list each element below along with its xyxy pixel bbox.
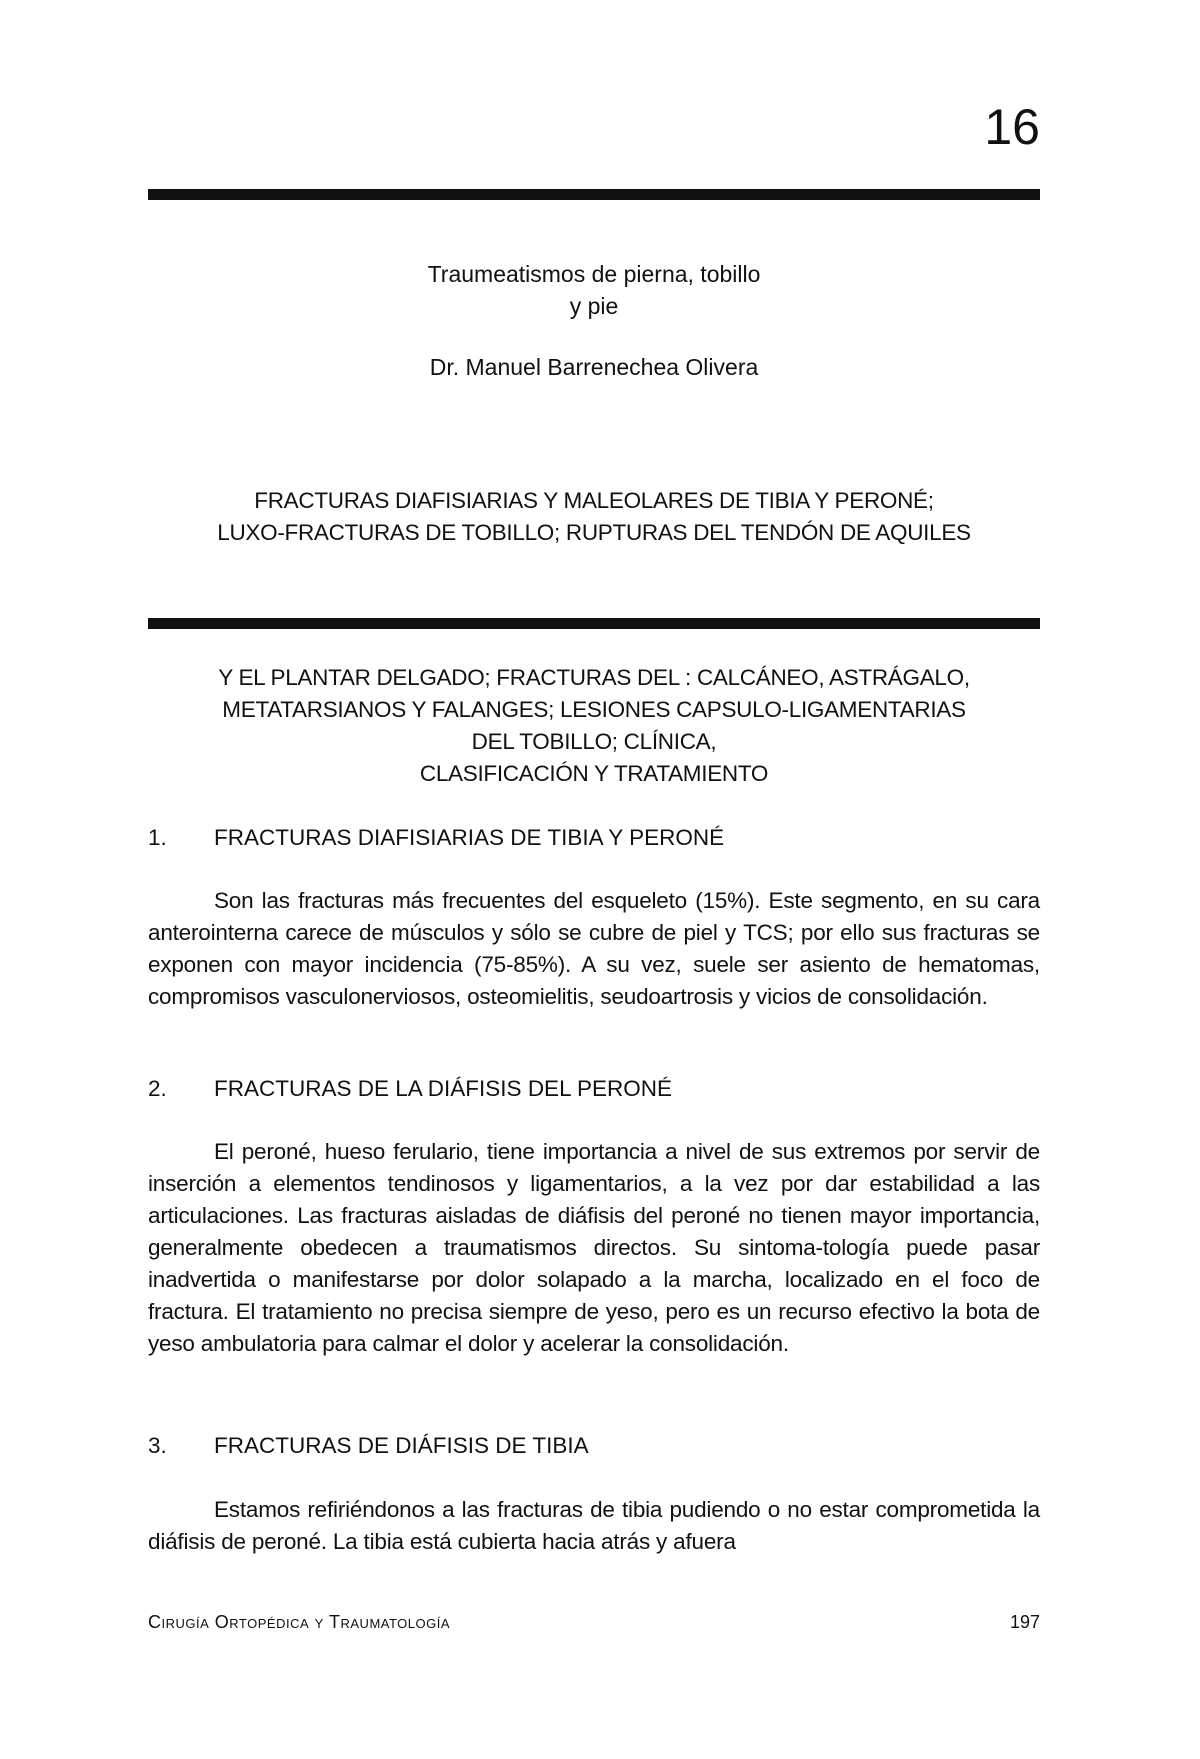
section-heading-3 [148, 1430, 1040, 1462]
subject-line: METATARSIANOS Y FALANGES; LESIONES CAPSULO-LIGAMENTARIAS [222, 697, 966, 722]
section-title: FRACTURAS DIAFISIARIAS DE TIBIA Y PERONÉ [214, 825, 725, 850]
chapter-title-line2: y pie [569, 293, 619, 319]
top-rule [148, 189, 1040, 200]
chapter-title [148, 258, 1040, 322]
section-paragraph-3: Estamos refiriéndonos a las fracturas de tibia pudiendo o no estar comprometida la diáfisis de peroné. La tibia está cubierta hacia atrás y afuera [148, 1497, 1040, 1554]
chapter-number: 16 [984, 99, 1040, 155]
middle-rule [148, 618, 1040, 629]
subject-line: Y EL PLANTAR DELGADO; FRACTURAS DEL : CALCÁNEO, ASTRÁGALO, [218, 665, 970, 690]
section-heading-2 [148, 1073, 1040, 1105]
section-heading-1 [148, 822, 1040, 854]
subject-line: CLASIFICACIÓN Y TRATAMIENTO [419, 761, 769, 786]
subject-block-1 [148, 485, 1040, 549]
section-title: FRACTURAS DE DIÁFISIS DE TIBIA [214, 1433, 589, 1458]
section-paragraph-2: El peroné, hueso ferulario, tiene importancia a nivel de sus extremos por servir de inserción a elementos tendinosos y ligamentarios, a la vez por dar estabilidad a las articulaciones. Las fracturas aisladas de diáfisis del peroné no tienen mayor importancia, generalmente obedecen a traumatismos directos. Su sintoma-tología puede pasar inadvertida o manifestarse por dolor solapado a la marcha, localizado en el foco de fractura. El tratamiento no precisa siempre de yeso, pero es un recurso efectivo la bota de yeso ambulatoria para calmar el dolor y acelerar la consolidación. [148, 1139, 1040, 1356]
section-number: 1. [148, 825, 167, 850]
section-number: 3. [148, 1433, 167, 1458]
section-number: 2. [148, 1076, 167, 1101]
section-paragraph-1: Son las fracturas más frecuentes del esqueleto (15%). Este segmento, en su cara anterointerna carece de músculos y sólo se cubre de piel y TCS; por ello sus fracturas se exponen con mayor incidencia (75-85%). A su vez, suele ser asiento de hematomas, compromisos vasculonerviosos, osteomielitis, seudoartrosis y vicios de consolidación. [148, 888, 1040, 1009]
subject-line: FRACTURAS DIAFISIARIAS Y MALEOLARES DE TIBIA Y PERONÉ; [254, 488, 934, 513]
footer-page-number: 197 [1009, 1612, 1040, 1632]
document-page [148, 0, 1040, 1759]
subject-block-2 [148, 662, 1040, 790]
footer-book-title: Cirugía Ortopédica y Traumatología [148, 1612, 451, 1632]
chapter-title-line1: Traumeatismos de pierna, tobillo [427, 261, 761, 287]
section-title: FRACTURAS DE LA DIÁFISIS DEL PERONÉ [214, 1076, 673, 1101]
subject-line: DEL TOBILLO; CLÍNICA, [471, 729, 717, 754]
author-name: Dr. Manuel Barrenechea Olivera [429, 354, 759, 380]
subject-line: LUXO-FRACTURAS DE TOBILLO; RUPTURAS DEL TENDÓN DE AQUILES [217, 520, 971, 545]
